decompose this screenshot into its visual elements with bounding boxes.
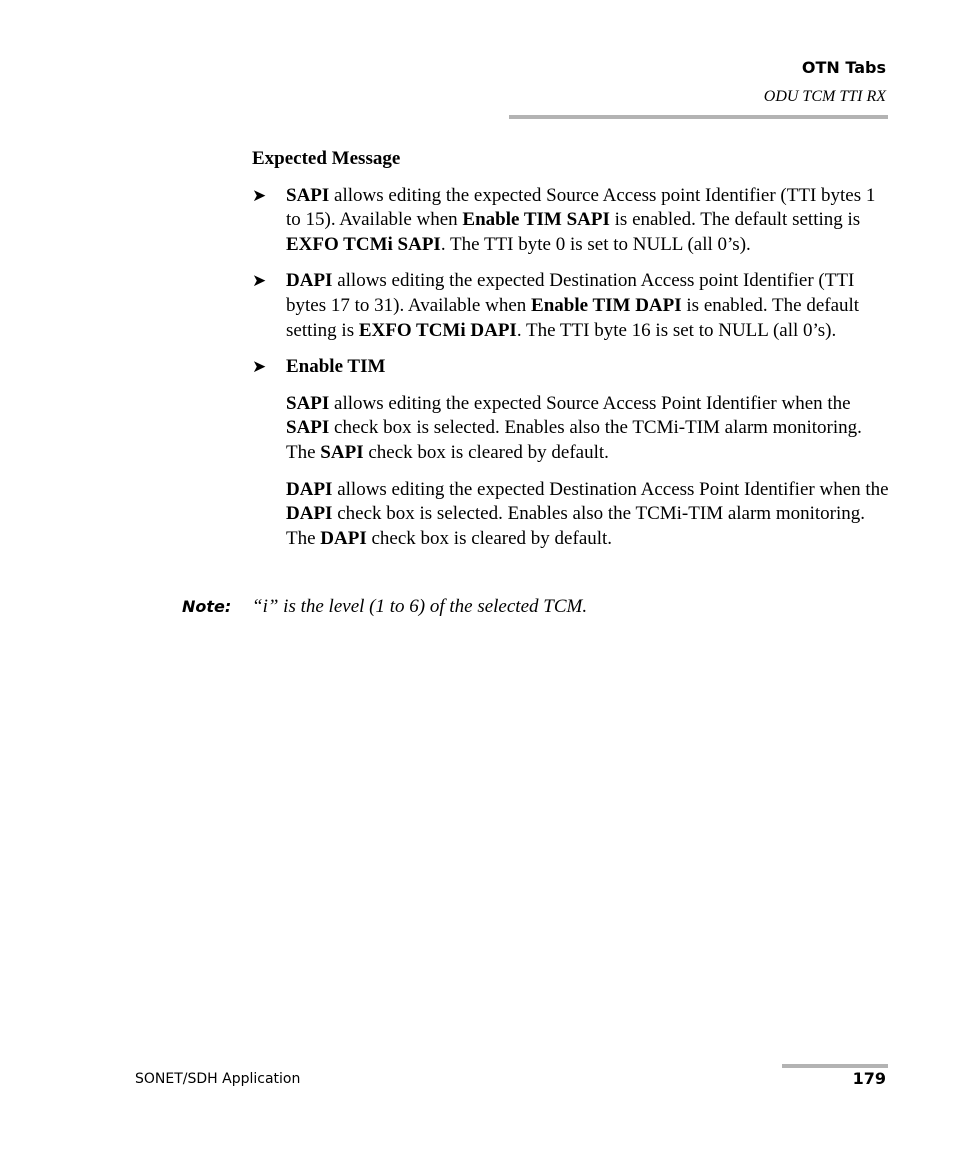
arrow-bullet-icon: ➤ <box>252 271 267 292</box>
bullet-item-dapi <box>252 269 892 343</box>
bullet-text-bold: Enable TIM <box>286 356 386 378</box>
bullet-text-bold: DAPI <box>286 270 333 292</box>
bullet-text-bold: SAPI <box>286 184 330 206</box>
page-header-subtitle: ODU TCM TTI RX <box>763 88 886 105</box>
paragraph-dapi <box>252 478 892 552</box>
header-rule <box>509 115 888 119</box>
note-text: “i” is the level (1 to 6) of the selected TCM. <box>252 596 588 617</box>
page-header-title: OTN Tabs <box>801 58 886 77</box>
bullet-text-part: allows editing the expected Destination Access point Identifier (TTI bytes 17 to 31). Available when <box>286 270 855 316</box>
note <box>182 596 882 618</box>
paragraph-text-part: check box is selected. Enables also the TCMi-TIM alarm monitoring. The <box>286 417 862 463</box>
paragraph-text-part: allows editing the expected Destination Access Point Identifier when the <box>332 478 889 500</box>
note-label: Note: <box>182 597 232 616</box>
bullet-text-bold: EXFO TCMi SAPI <box>286 233 441 255</box>
bullet-text-part: is enabled. The default setting is <box>286 294 860 341</box>
arrow-bullet-icon: ➤ <box>252 357 267 378</box>
paragraph-text-bold: SAPI <box>320 441 364 463</box>
paragraph-text-bold: DAPI <box>320 527 367 549</box>
bullet-text-bold: Enable TIM DAPI <box>531 294 682 316</box>
bullet-text-part: is enabled. The default setting is <box>609 209 861 231</box>
footer-rule <box>782 1064 888 1068</box>
paragraph-sapi <box>252 392 892 466</box>
footer-document-title: SONET/SDH Application <box>135 1071 301 1087</box>
section-heading: Expected Message <box>252 148 401 169</box>
page-number: 179 <box>852 1069 886 1088</box>
paragraph-text-part: check box is cleared by default. <box>363 441 609 463</box>
paragraph-text-bold: SAPI <box>286 417 330 439</box>
bullet-text-part: . The TTI byte 16 is set to NULL (all 0’s). <box>516 319 837 341</box>
arrow-bullet-icon: ➤ <box>252 185 267 206</box>
bullet-item-enable-tim <box>252 355 892 380</box>
bullet-text-part: allows editing the expected Source Access point Identifier (TTI bytes 1 to 15). Available when <box>286 184 876 231</box>
paragraph-text-bold: DAPI <box>286 503 333 525</box>
bullet-item-sapi <box>252 184 892 258</box>
bullet-text <box>286 356 385 377</box>
main-content <box>252 147 892 563</box>
paragraph-text-bold: DAPI <box>286 478 333 500</box>
paragraph-text-part: check box is selected. Enables also the TCMi-TIM alarm monitoring. The <box>286 503 866 549</box>
bullet-text-bold: EXFO TCMi DAPI <box>358 319 517 341</box>
bullet-text <box>286 185 875 255</box>
bullet-text-part: . The TTI byte 0 is set to NULL (all 0’s). <box>440 233 751 255</box>
bullet-text <box>286 270 859 340</box>
bullet-text-bold: Enable TIM SAPI <box>462 209 610 231</box>
paragraph-text-part: check box is cleared by default. <box>366 527 613 549</box>
paragraph-text-part: allows editing the expected Source Access Point Identifier when the <box>329 392 851 414</box>
paragraph-text-bold: SAPI <box>286 392 330 414</box>
